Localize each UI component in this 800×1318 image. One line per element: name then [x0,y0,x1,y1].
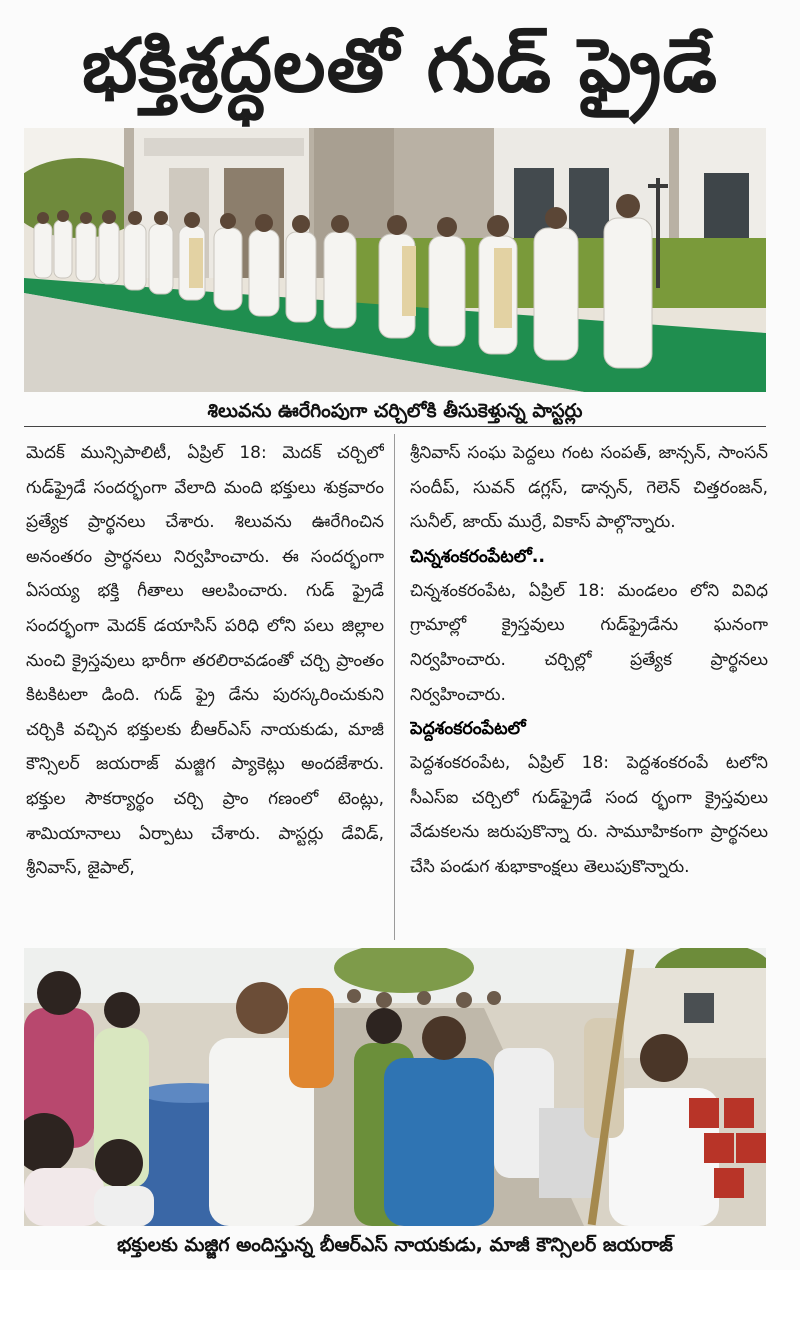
procession-photo-illustration [24,128,766,392]
article-right-column [410,436,768,940]
article-paragraph-main: మెదక్ మున్సిపాలిటీ, ఏప్రిల్ 18: మెదక్ చర్చిలో గుడ్‌ఫ్రైడే సందర్భంగా వేలాది మంది భక్తులు శుక్రవారం ప్రత్యేక ప్రార్థనలు చేశారు. శిలువను ఊరేగించిన అనంతరం ప్రార్థనలు నిర్వహించారు. ఈ సందర్భంగా ఏసయ్య భక్తి గీతాలు ఆలపించారు. గుడ్ ఫ్రైడే సందర్భంగా మెదక్ డయాసిస్ పరిధి లోని పలు జిల్లాల నుంచి క్రైస్తవులు భారీగా తరలిరావడంతో చర్చి ప్రాంతం కిటకిటలా డింది. గుడ్ ఫ్రై డేను పురస్కరించుకుని చర్చికి వచ్చిన భక్తులకు బీఆర్ఎస్ నాయకుడు, మాజీ కౌన్సిలర్ జయరాజ్ మజ్జిగ ప్యాకెట్లు అందజేశారు. భక్తుల సౌకర్యార్థం చర్చి ప్రాం గణంలో టెంట్లు, శామియానాలు ఏర్పాటు చేశారు. పాస్టర్లు డేవిడ్, శ్రీనివాస్, జైపాల్, [26,443,384,879]
procession-caption: శిలువను ఊరేగింపుగా చర్చిలోకి తీసుకెళ్తున్న పాస్టర్లు [24,396,766,427]
buttermilk-photo-illustration [24,948,766,1226]
buttermilk-caption: భక్తులకు మజ్జిగ అందిస్తున్న బీఆర్ఎస్ నాయకుడు, మాజీ కౌన్సిలర్ జయరాజ్ [117,1234,673,1256]
section-body-chinnashankarampet: చిన్నశంకరంపేట, ఏప్రిల్ 18: మండలం లోని వివిధ గ్రామాల్లో క్రైస్తవులు గుడ్‌ఫ్రైడేను ఘనంగా నిర్వహించారు. చర్చిల్లో ప్రత్యేక ప్రార్థనలు నిర్వహించారు. [410,580,768,705]
section-heading-chinnashankarampet: చిన్నశంకరంపేటలో.. [410,546,546,567]
section-body-peddashankarampet: పెద్దశంకరంపేట, ఏప్రిల్ 18: పెద్దశంకరంపే టలోని సీఎస్ఐ చర్చిలో గుడ్‌ఫ్రైడే సంద ర్భంగా క్రైస్తవులు వేడుకలను జరుపుకొన్నా రు. సామూహికంగా ప్రార్థనలు చేసి పండుగ శుభాకాంక్షలు తెలుపుకొన్నారు. [410,753,768,877]
article-paragraph-continued: శ్రీనివాస్ సంఘ పెద్దలు గంట సంపత్, జాన్సన్, సాంసన్ సందీప్, సువన్ డగ్లస్, డాన్సన్, గెలెన్ చిత్తరంజన్, సునీల్, జాయ్ ముర్రే, వికాస్ పాల్గొన్నారు. [410,443,768,533]
article-left-column [26,436,384,940]
column-divider [394,434,395,940]
section-heading-peddashankarampet: పెద్దశంకరంపేటలో [410,719,526,740]
procession-photo [24,128,766,392]
headline: భక్తిశ్రద్ధలతో గుడ్ ఫ్రైడే [81,23,719,109]
buttermilk-distribution-photo [24,948,766,1226]
